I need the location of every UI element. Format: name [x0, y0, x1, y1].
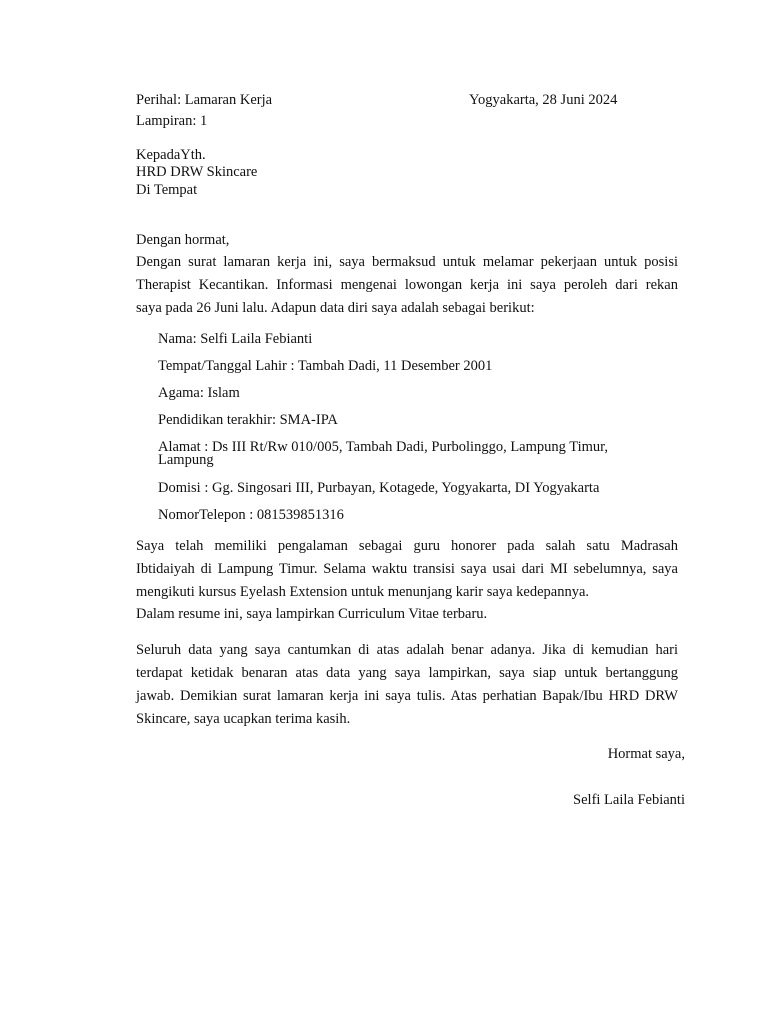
experience-paragraph [136, 535, 678, 604]
recipient-line-2: HRD DRW Skincare [136, 164, 258, 180]
experience-line: Saya telah memiliki pengalaman sebagai guru honorer pada salah satu Madrasah [136, 538, 678, 554]
personal-education: Pendidikan terakhir: SMA-IPA [158, 412, 338, 428]
personal-name: Nama: Selfi Laila Febianti [158, 331, 313, 347]
recipient-line-1: KepadaYth. [136, 147, 206, 163]
personal-phone: NomorTelepon : 081539851316 [158, 507, 344, 523]
attachment-line: Lampiran: 1 [136, 113, 208, 129]
signature-name: Selfi Laila Febianti [573, 792, 685, 808]
intro-line: Dengan surat lamaran kerja ini, saya bermaksud untuk melamar pekerjaan untuk posisi [136, 254, 678, 270]
recipient-line-3: Di Tempat [136, 182, 198, 198]
closing-line: Skincare, saya ucapkan terima kasih. [136, 711, 351, 727]
closing-line: Seluruh data yang saya cantumkan di atas adalah benar adanya. Jika di kemudian hari [136, 642, 678, 658]
greeting: Dengan hormat, [136, 232, 230, 248]
intro-line: Therapist Kecantikan. Informasi mengenai lowongan kerja ini saya peroleh dari rekan [136, 277, 678, 293]
experience-line: mengikuti kursus Eyelash Extension untuk menunjang karir saya kedepannya. [136, 584, 590, 600]
personal-address-cont: Lampung [158, 452, 214, 468]
closing-line: jawab. Demikian surat lamaran kerja ini saya tulis. Atas perhatian Bapak/Ibu HRD DRW [136, 688, 678, 704]
closing-line: terdapat ketidak benaran atas data yang saya lampirkan, saya siap untuk bertanggung [136, 665, 678, 681]
closing-paragraph [136, 639, 678, 731]
personal-religion: Agama: Islam [158, 385, 240, 401]
personal-birth: Tempat/Tanggal Lahir : Tambah Dadi, 11 Desember 2001 [158, 358, 493, 374]
intro-line: saya pada 26 Juni lalu. Adapun data diri saya adalah sebagai berikut: [136, 300, 535, 316]
resume-line: Dalam resume ini, saya lampirkan Curriculum Vitae terbaru. [136, 606, 488, 622]
subject-line: Perihal: Lamaran Kerja [136, 92, 273, 108]
personal-address: Alamat : Ds III Rt/Rw 010/005, Tambah Dadi, Purbolinggo, Lampung Timur, [158, 439, 609, 455]
letter-date: Yogyakarta, 28 Juni 2024 [469, 92, 618, 108]
personal-domicile: Domisi : Gg. Singosari III, Purbayan, Kotagede, Yogyakarta, DI Yogyakarta [158, 480, 600, 496]
signature-salutation: Hormat saya, [607, 746, 685, 762]
intro-paragraph [136, 251, 678, 320]
experience-line: Ibtidaiyah di Lampung Timur. Selama waktu transisi saya usai dari MI sebelumnya, saya [136, 561, 678, 577]
